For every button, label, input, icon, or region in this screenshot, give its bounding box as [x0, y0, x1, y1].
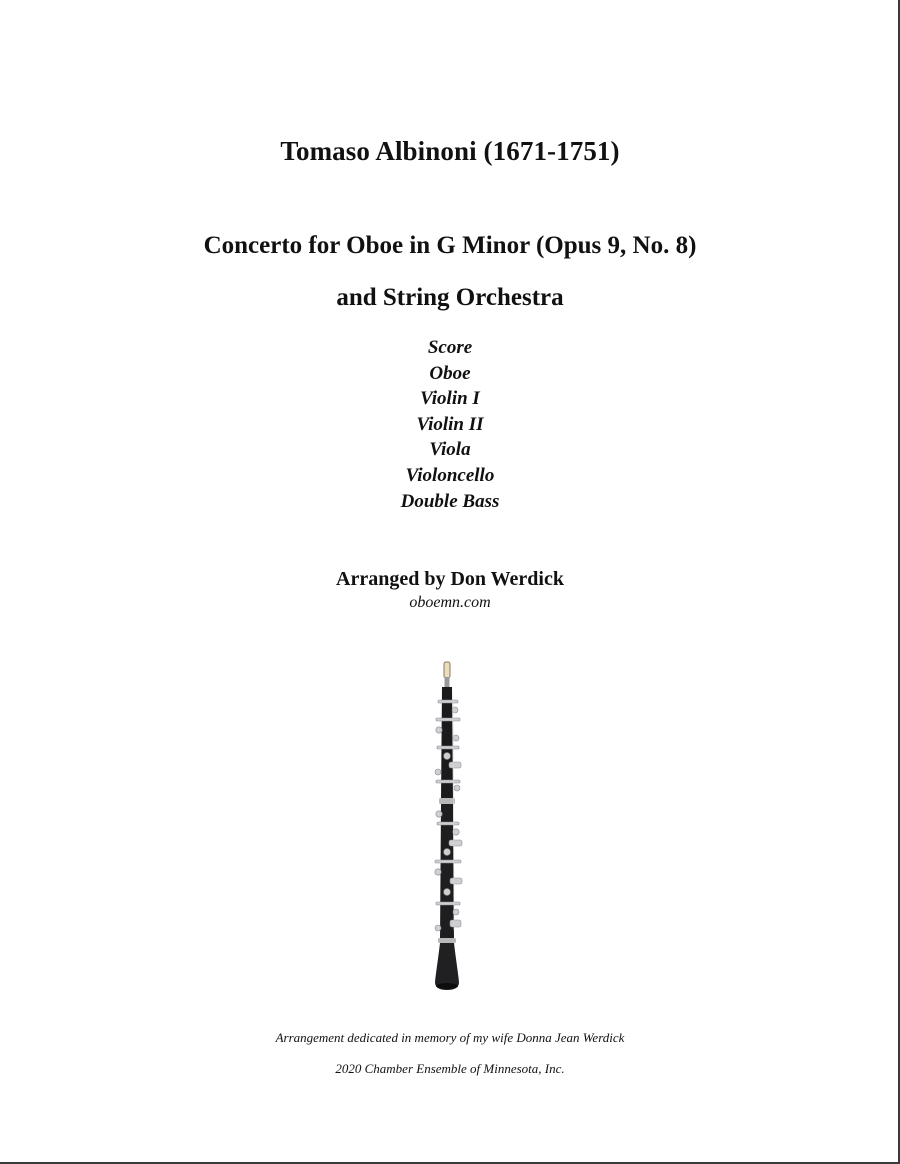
part-viola: Viola: [429, 439, 471, 461]
work-title: [0, 220, 900, 324]
part-oboe: Oboe: [429, 362, 471, 384]
part-violin-2: Violin II: [416, 413, 484, 435]
composer-heading: Tomaso Albinoni (1671-1751): [280, 136, 620, 166]
oboe-icon: [416, 660, 480, 1000]
work-title-line-2: and String Orchestra: [336, 284, 564, 311]
arranger-credit: Arranged by Don Werdick: [336, 568, 564, 590]
part-violoncello: Violoncello: [405, 464, 495, 486]
part-violin-1: Violin I: [420, 388, 480, 410]
copyright-text: 2020 Chamber Ensemble of Minnesota, Inc.: [335, 1061, 565, 1076]
dedication-text: Arrangement dedicated in memory of my wife Donna Jean Werdick: [275, 1030, 625, 1045]
part-double-bass: Double Bass: [400, 490, 500, 512]
website-text: oboemn.com: [409, 594, 491, 611]
work-title-line-1: Concerto for Oboe in G Minor (Opus 9, No. 8): [203, 232, 697, 259]
parts-list: [0, 335, 900, 514]
part-score: Score: [427, 337, 473, 358]
